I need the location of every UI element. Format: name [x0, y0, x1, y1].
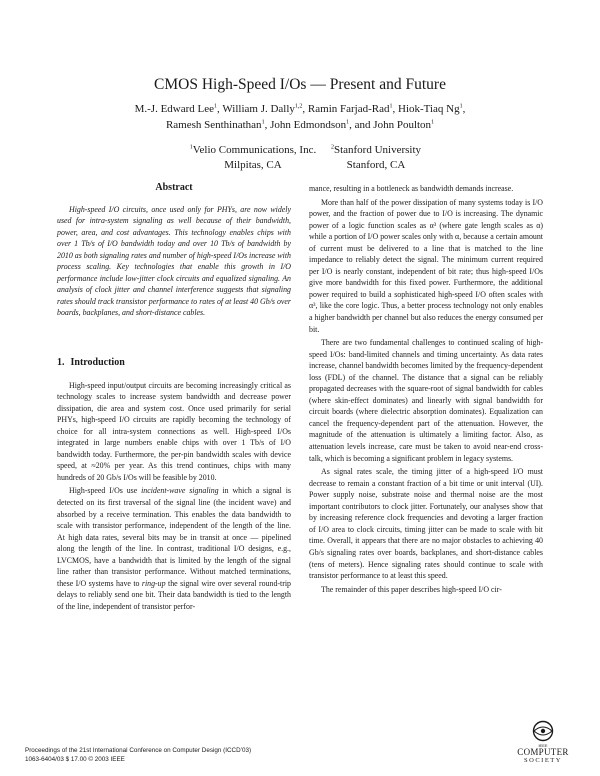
right-column [309, 183, 543, 595]
computer-society-logo: IEEE COMPUTER SOCIETY [515, 720, 571, 764]
author-name: John Poulton [373, 119, 432, 131]
author-name: Ramin Farjad-Rad [307, 103, 390, 115]
author-affil-mark: 1 [431, 119, 435, 126]
computer-society-emblem-icon [528, 720, 558, 742]
author-line-2: Ramesh Senthinathan$^1$, John Edmondson$^1$, and John Poulton$^1$ [165, 119, 435, 131]
paragraph: High-speed input/output circuits are becoming increasingly critical as technology scales to increase system bandwidth and decrease power dissipation, die area and system cost. Once used primarily for serial PHYs, high-speed I/O circuits are rapidly becoming the technology of choice for all intra-system connections as well. High-speed I/Os integrated in large numbers enable chips with over 1 Tb/s of I/O bandwidth today. Furthermore, the per-pin bandwidth scales with device speed, at ≈20% per year. As this trend continues, chips with many hundreds of 20 Gb/s I/Os will be feasible by 2010. [57, 380, 291, 482]
abstract-text: High-speed I/O circuits, once used only for PHYs, are now widely used for intra-system signaling as well because of their bandwidth, power, area, and cost advantages. This technology enables chips with over 1 Tb/s of I/O bandwidth today and over 10 Tb/s of bandwidth by 2010 as both signaling rates and number of high-speed I/Os increase with process scaling. Key technologies that enable this growth in I/O performance include low-jitter clock circuits and equalized signaling. An analysis of clock jitter and channel interference suggests that signaling rates should track transistor performance to rates of at least 40 Gb/s over boards, backplanes, and short-distance cables. [57, 204, 292, 318]
paragraph: As signal rates scale, the timing jitter of a high-speed I/O must decrease to remain a constant fraction of a bit time or unit interval (UI). Power supply noise, substrate noise and thermal noise are the most important contributors to clock jitter. Fortunately, our analyses show that by increasing reference clock frequencies and devoting a larger fraction of I/O area to clock circuits, timing jitter can be made to scale with bit time. Overall, it appears that there are no major obstacles to achieving 40 Gb/s signaling rates over boards, backplanes, and short-distance cables (tens of meters). Hence signaling rates should continue to scale with transistor performance to at least this speed. [309, 467, 543, 581]
author-name: Hiok-Tiaq Ng [398, 103, 460, 115]
author-line-1: M.-J. Edward Lee$^1$, William J. Dally$^{1,2}$, Ramin Farjad-Rad$^1$, Hiok-Tiaq Ng$^1$, [134, 103, 466, 115]
author-affil-mark: 1 [261, 119, 265, 126]
abstract-heading: Abstract [155, 182, 193, 193]
paragraph: More than half of the power dissipation of many systems today is I/O power, and the fraction of power due to I/O is increasing. The dynamic power of a logic function scales as α³ (where gate length scales as α) while a portion of I/O power scales only with α, because a certain amount of current must be delivered to a line that is matched to the line impedance to reliably detect the signal. The minimum current required per I/O is nearly constant, independent of bit rate; thus high-speed I/Os give more bandwidth for this fixed power. Furthermore, the additional power required to build a sophisticated high-speed I/O often scales with α³, like the core logic. Thus, a better process technology not only enables a higher bandwidth per channel but also reduces the energy consumed per bit. [309, 197, 543, 334]
author-affil-mark: 1 [389, 103, 393, 110]
author-name: William J. Dally [222, 103, 295, 115]
paper-title: CMOS High-Speed I/Os — Present and Future [154, 76, 446, 93]
paragraph: mance, resulting in a bottleneck as bandwidth demands increase. [309, 184, 514, 193]
author-affil-mark: 1 [459, 103, 463, 110]
author-name: M.-J. Edward Lee [134, 103, 215, 115]
author-affil-mark: 1 [214, 103, 218, 110]
proceedings-footer: Proceedings of the 21st International Conference on Computer Design (ICCD’03) 1063-6404/03 $ 17.00 © 2003 IEEE [25, 747, 252, 763]
author-list [0, 101, 600, 133]
author-name: Ramesh Senthinathan [165, 119, 262, 131]
abstract [57, 204, 291, 319]
left-column [57, 182, 291, 613]
author-affil-mark: 1,2 [294, 103, 303, 110]
paragraph: The remainder of this paper describes high-speed I/O cir- [321, 584, 502, 594]
paragraph: There are two fundamental challenges to continued scaling of high-speed I/Os: band-limited channels and timing uncertainty. As data rates increase, channel bandwidth becomes limited by the frequency-dependent loss (FDL) of the channel. The distance that a signal can be reliably propagated decreases with the square-root of signal bandwidth for cables (where skin-effect dominates) and linearly with signal bandwidth for circuit boards (where dielectric absorption dominates). Equalization can cancel the frequency-dependent part of the attenuation. However, the magnitude of the attenuation is ultimately a limiting factor. Also, as attenuation levels increase, care must be taken to avoid near-end cross-talk, which is becoming a significant problem in legacy systems. [309, 338, 543, 463]
author-name: John Edmondson [270, 119, 347, 131]
author-affil-mark: 1 [346, 119, 350, 126]
paragraph: High-speed I/Os use incident-wave signaling in which a signal is detected on its first traversal of the signal line (the incident wave) and absorbed by a receive termination. This enables the data bandwidth to scale with transistor performance, independent of the length of the line. At high data rates, several bits may be in transit at once — pipelined along the length of the line. In contrast, traditional I/O designs, e.g., LVCMOS, have a bandwidth that is limited by the length of the signal line rather than transistor performance. Without matched terminations, these I/O systems have to ring-up the signal wire over several round-trip delays to reliably send one bit. Their data bandwidth is tied to the length of the line, independent of transistor perfor- [57, 486, 291, 611]
affiliation-2: $^2$Stanford University Stanford, CA [330, 144, 422, 171]
affiliation-1: $^1$Velio Communications, Inc. Milpitas, CA [189, 144, 317, 171]
section-heading: 1. Introduction [57, 357, 125, 369]
